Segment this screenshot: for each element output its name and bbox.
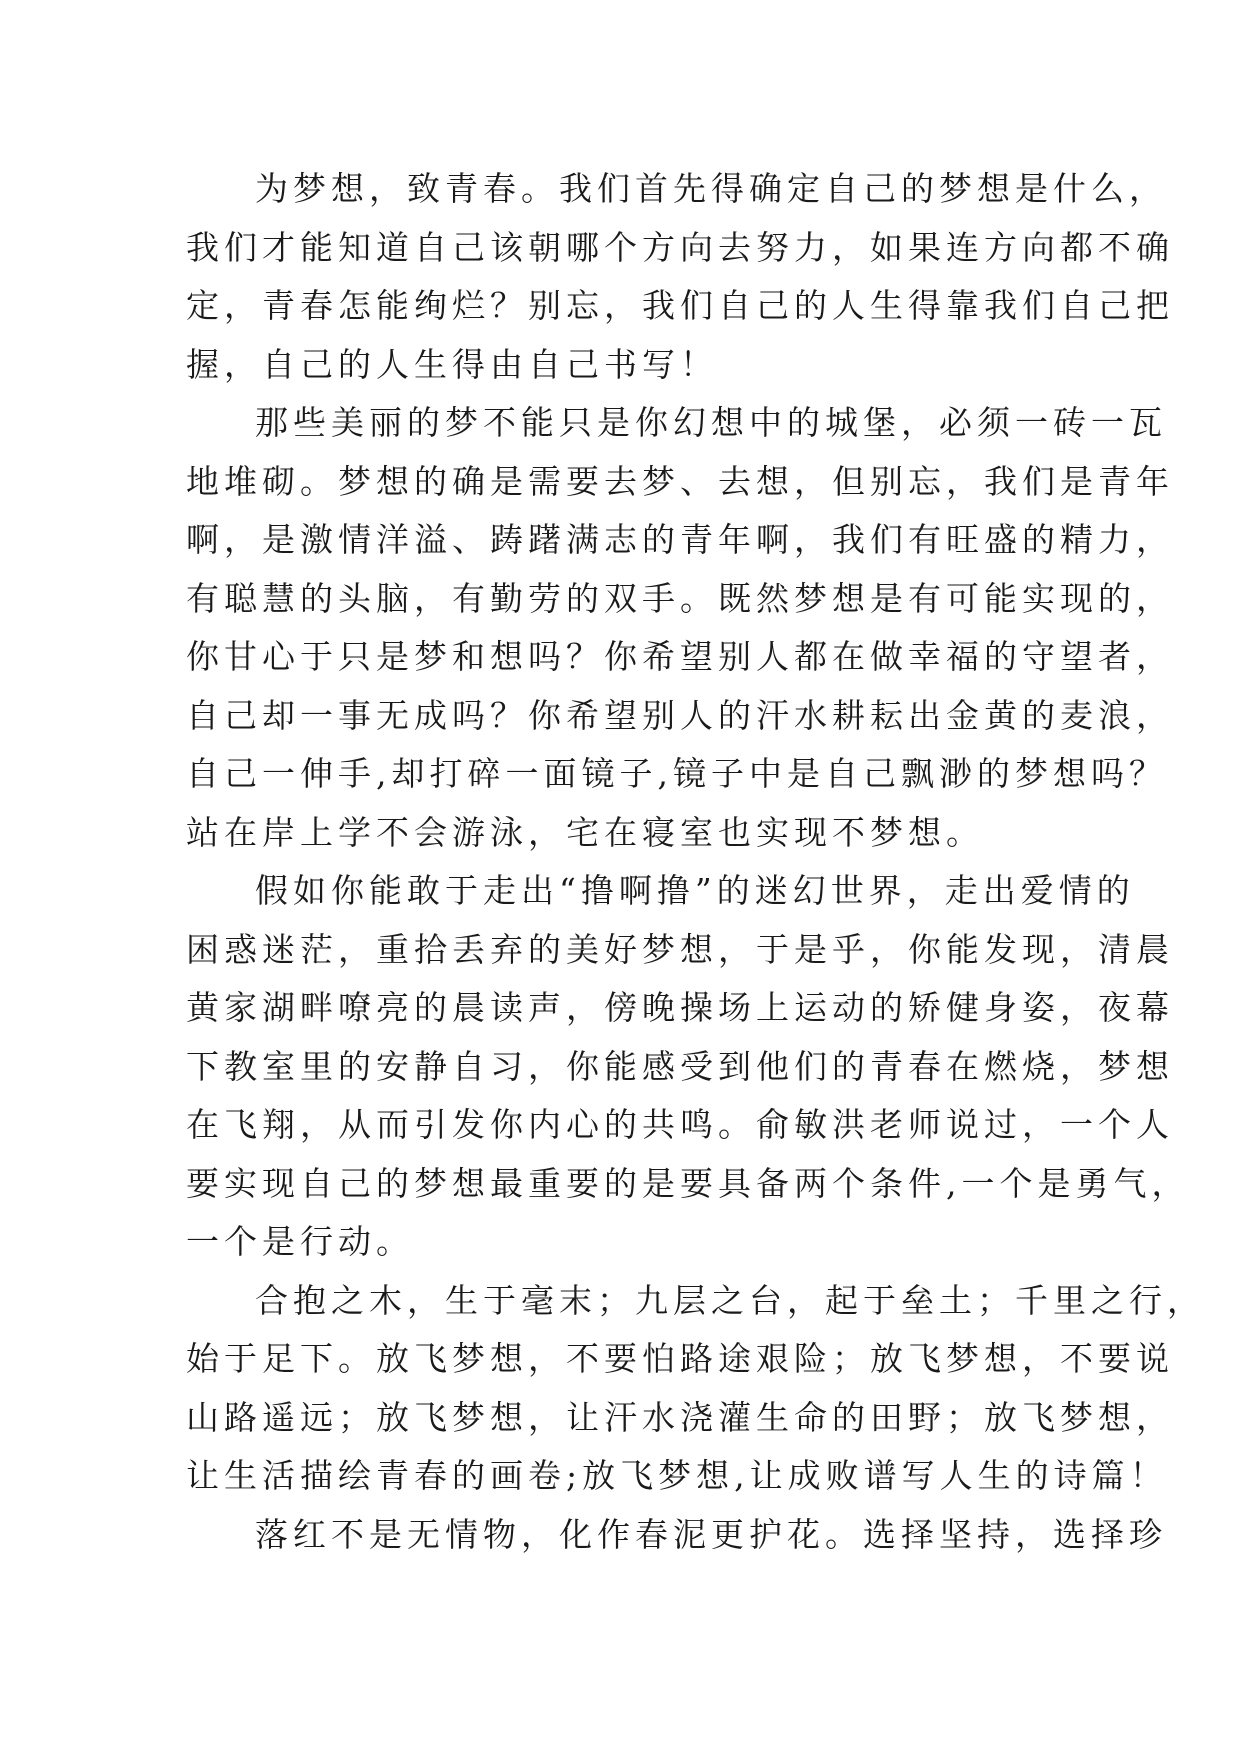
essay-body <box>186 160 1205 1564</box>
text-line: 自己一伸手,却打碎一面镜子,镜子中是自己飘渺的梦想吗？ <box>186 754 1167 793</box>
text-line: 黄家湖畔嘹亮的晨读声，傍晚操场上运动的矫健身姿，夜幕 <box>186 988 1174 1027</box>
text-line: 困惑迷茫，重拾丢弃的美好梦想，于是乎，你能发现，清晨 <box>186 929 1174 969</box>
text-line: 落红不是无情物，化作春泥更护花。选择坚持，选择珍 <box>255 1514 1167 1554</box>
text-line: 山路遥远；放飞梦想，让汗水浇灌生命的田野；放飞梦想， <box>186 1397 1174 1437</box>
text-line: 站在岸上学不会游泳，宅在寝室也实现不梦想。 <box>186 812 984 852</box>
text-line: 为梦想，致青春。我们首先得确定自己的梦想是什么， <box>255 169 1167 208</box>
text-line: 在飞翔，从而引发你内心的共鸣。俞敏洪老师说过，一个人 <box>186 1105 1174 1144</box>
text-line: 假如你能敢于走出“撸啊撸”的迷幻世界，走出爱情的 <box>255 871 1135 910</box>
text-line: 地堆砌。梦想的确是需要去梦、去想，但别忘，我们是青年 <box>186 461 1174 501</box>
text-line: 那些美丽的梦不能只是你幻想中的城堡，必须一砖一瓦 <box>255 403 1167 442</box>
text-line: 要实现自己的梦想最重要的是要具备两个条件,一个是勇气， <box>186 1163 1190 1203</box>
text-line: 你甘心于只是梦和想吗？你希望别人都在做幸福的守望者， <box>186 637 1174 676</box>
text-line: 我们才能知道自己该朝哪个方向去努力，如果连方向都不确 <box>186 227 1174 267</box>
text-line: 下教室里的安静自习，你能感受到他们的青春在燃烧，梦想 <box>186 1046 1174 1086</box>
text-line: 定，青春怎能绚烂？别忘，我们自己的人生得靠我们自己把 <box>186 286 1174 325</box>
text-line: 合抱之木，生于毫末；九层之台，起于垒土；千里之行， <box>255 1280 1205 1320</box>
text-line: 始于足下。放飞梦想，不要怕路途艰险；放飞梦想，不要说 <box>186 1339 1174 1378</box>
text-line: 让生活描绘青春的画卷;放飞梦想,让成败谱写人生的诗篇！ <box>186 1456 1168 1495</box>
text-line: 有聪慧的头脑，有勤劳的双手。既然梦想是有可能实现的， <box>186 578 1174 618</box>
text-line: 握，自己的人生得由自己书写！ <box>186 344 718 384</box>
text-line: 啊，是激情洋溢、踌躇满志的青年啊，我们有旺盛的精力， <box>186 520 1174 559</box>
text-line: 自己却一事无成吗？你希望别人的汗水耕耘出金黄的麦浪， <box>186 695 1174 735</box>
text-line: 一个是行动。 <box>186 1222 414 1261</box>
